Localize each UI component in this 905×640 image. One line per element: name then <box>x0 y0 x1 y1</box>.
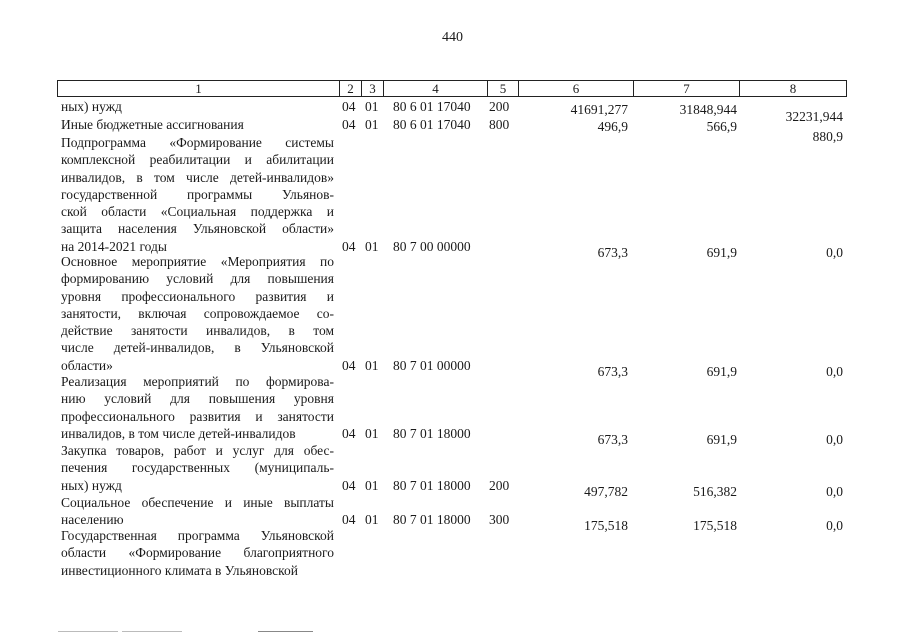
row-name-line: Закупка товаров, работ и услуг для обес- <box>61 443 334 458</box>
cell-c3: 01 <box>365 238 379 254</box>
row-name-line: печения государственных (муниципаль- <box>61 460 334 476</box>
column-header-6: 6 <box>519 81 634 96</box>
cell-c2: 04 <box>342 238 356 254</box>
cell-c8: 0,0 <box>826 518 843 534</box>
row-name-line: ской области «Социальная поддержка и <box>61 204 334 220</box>
cell-c6: 496,9 <box>597 119 628 134</box>
row-name-line: инвалидов, в том числе детей-инвалидов» <box>61 169 334 185</box>
cell-c5: 800 <box>489 117 510 132</box>
cell-c8: 0,0 <box>826 431 843 447</box>
cell-c4: 80 6 01 17040 <box>393 117 471 132</box>
scan-artifact <box>258 631 313 632</box>
cell-c8: 0,0 <box>826 363 843 379</box>
row-name <box>61 116 334 133</box>
cell-c7: 691,9 <box>706 363 737 379</box>
row-name-line: действие занятости инвалидов, в том <box>61 323 334 339</box>
row-name-line: государственной программы Ульянов- <box>61 186 334 202</box>
row-name-line: формированию условий для повышения <box>61 271 334 287</box>
cell-c3: 01 <box>365 477 379 493</box>
cell-c2: 04 <box>342 425 356 441</box>
row-name-line: области» <box>61 357 113 373</box>
cell-c4: 80 6 01 17040 <box>393 99 471 114</box>
cell-c3: 01 <box>365 357 379 373</box>
cell-c5: 300 <box>489 512 510 528</box>
scan-artifact <box>122 631 182 632</box>
row-name <box>61 527 334 579</box>
row-name-line: профессионального развития и занятости <box>61 408 334 424</box>
cell-c2: 04 <box>342 357 356 373</box>
column-header-7: 7 <box>634 81 740 96</box>
column-header-5: 5 <box>488 81 519 96</box>
row-name-line: Государственная программа Ульяновской <box>61 528 334 543</box>
cell-c4: 80 7 01 18000 <box>393 477 471 493</box>
row-name-line: Основное мероприятие «Мероприятия по <box>61 254 334 269</box>
row-name <box>61 494 334 529</box>
row-name-line: населению <box>61 512 124 528</box>
cell-c7: 175,518 <box>693 518 737 534</box>
cell-c8: 880,9 <box>812 129 843 144</box>
cell-c8: 0,0 <box>826 483 843 499</box>
cell-c6: 175,518 <box>584 518 628 534</box>
row-name-line: уровня профессионального развития и <box>61 288 334 304</box>
cell-c2: 04 <box>342 99 356 114</box>
row-name <box>61 134 334 255</box>
column-header-3: 3 <box>362 81 384 96</box>
column-header-8: 8 <box>789 81 797 96</box>
cell-c6: 673,3 <box>597 431 628 447</box>
row-name <box>61 373 334 442</box>
row-name-line: Иные бюджетные ассигнования <box>61 117 244 132</box>
row-name-line: Подпрограмма «Формирование системы <box>61 135 334 150</box>
row-name-line: Реализация мероприятий по формирова- <box>61 374 334 389</box>
cell-c2: 04 <box>342 117 356 132</box>
cell-c6: 41691,277 <box>570 102 628 117</box>
row-name-line: инвалидов, в том числе детей-инвалидов <box>61 425 296 441</box>
cell-c7: 566,9 <box>706 119 737 134</box>
row-name-line: защита населения Ульяновской области» <box>61 221 334 237</box>
cell-c7: 31848,944 <box>679 102 737 117</box>
cell-c6: 497,782 <box>584 483 628 499</box>
row-name-line: числе детей-инвалидов, в Ульяновской <box>61 340 334 356</box>
row-name-line: занятости, включая сопровождаемое со- <box>61 305 334 321</box>
cell-c6: 673,3 <box>597 244 628 260</box>
cell-c3: 01 <box>365 512 379 528</box>
row-name-line: на 2014-2021 годы <box>61 238 167 254</box>
row-name-line: инвестиционного климата в Ульяновской <box>61 562 298 578</box>
row-name <box>61 253 334 374</box>
cell-c2: 04 <box>342 512 356 528</box>
cell-c7: 691,9 <box>706 244 737 260</box>
cell-c3: 01 <box>365 99 379 114</box>
row-name-line: ных) нужд <box>61 477 122 493</box>
cell-c5: 200 <box>489 99 510 114</box>
row-name <box>61 98 334 115</box>
row-name-line: области «Формирование благоприятного <box>61 545 334 561</box>
page-number: 440 <box>442 30 463 45</box>
cell-c4: 80 7 01 00000 <box>393 357 471 373</box>
cell-c7: 691,9 <box>706 431 737 447</box>
cell-c4: 80 7 01 18000 <box>393 425 471 441</box>
scan-artifact <box>58 631 118 632</box>
cell-c3: 01 <box>365 425 379 441</box>
cell-c8: 0,0 <box>826 244 843 260</box>
row-name <box>61 442 334 494</box>
cell-c6: 673,3 <box>597 363 628 379</box>
cell-c5: 200 <box>489 477 510 493</box>
row-name-line: нию условий для повышения уровня <box>61 391 334 407</box>
column-header-row <box>57 80 847 97</box>
row-name-line: ных) нужд <box>61 99 122 114</box>
cell-c8: 32231,944 <box>785 109 843 124</box>
column-header-4: 4 <box>384 81 488 96</box>
column-header-1: 1 <box>58 81 340 96</box>
cell-c4: 80 7 01 18000 <box>393 512 471 528</box>
row-name-line: Социальное обеспечение и иные выплаты <box>61 495 334 510</box>
cell-c3: 01 <box>365 117 379 132</box>
cell-c7: 516,382 <box>693 483 737 499</box>
cell-c4: 80 7 00 00000 <box>393 238 471 254</box>
column-header-2: 2 <box>340 81 362 96</box>
row-name-line: комплексной реабилитации и абилитации <box>61 152 334 168</box>
cell-c2: 04 <box>342 477 356 493</box>
